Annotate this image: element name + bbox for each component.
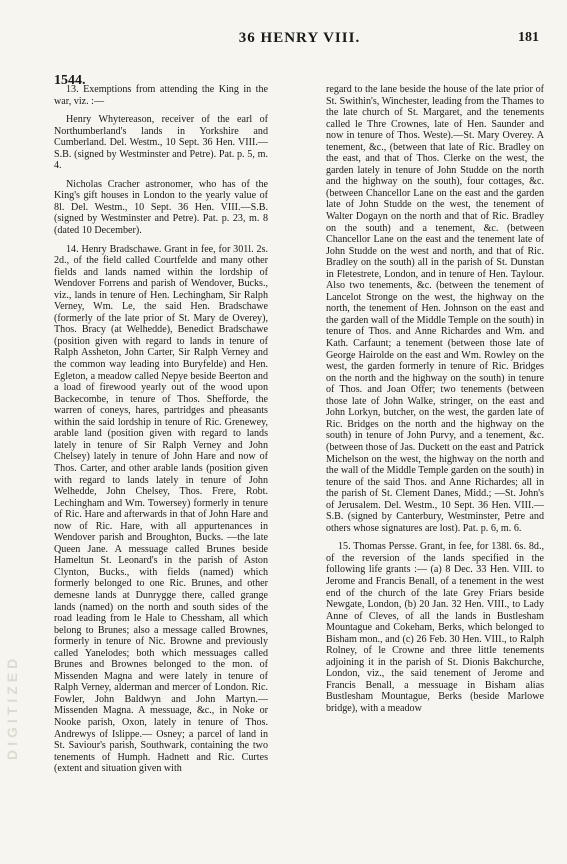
header-title: 36 HENRY VIII. [238, 30, 361, 46]
left-column [54, 84, 268, 782]
year-marker: 1544. [54, 73, 86, 88]
right-column [326, 84, 544, 722]
paragraph-14-bradschawe: 14. Henry Bradschawe. Grant in fee, for 301l. 2s. 2d., of the field called Courtfelde and many other fields and lands named within the lordship of Wendover Forrens and parish of Wendover, Bucks., viz., lands in tenure of Hen. Lechingham, Sir Ralph Verney, Wm. Le, the said Hen. Bradschawe (formerly of the late prior of St. Mary de Overey), Thos. Bracy (at Welhedde), Benedict Bradschawe (position given with regard to lands in tenure of Ralph Assheton, John Carter, Sir Ralph Verney and the common way leading into Buryfelde) and Hen. Egleton, a meadow called Nepye beside Beerton and a load of firewood yearly out of the wood upon Backecombe, in tenure of Thos. Shefforde, the warren of coneys, hares, partridges and pheasants within the said lordship in tenure of Ric. Grenewey, arable land (position given with regard to lands lately in tenure of Sir Ralph Verney and John Chelsey) lately in tenure of John Hare and now of Thos. Carter, and other arable lands (position given with regard to lands lately in tenure of John Welhedde, John Chelsey, Thos. Frere, Robt. Lechingham and Wm. Towersey) formerly in tenure of Ric. Hare and afterwards in that of John Hare and now of Ric. Hare, with all appurtenances in Wendover parish and Broughton, Bucks. —the late Queen Jane. A messuage called Brunes beside Hameltun St. Leonard's in the parish of Aston Clynton, Bucks., with fields (named) which formerly belonged to one Ric. Brunes, and other demesne lands at Dunrygge there, called grange lands (named) on the north and south sides of the road leading from le Hale to Chessham, all which belong to Brunes; also a message called Brownes, formerly in tenure of Nic. Browne and previously called Yanelodes; both which messuages called Brunes and Brownes belonged to the mon. of Missenden Magna and were lately in tenure of Ralph Verney, alderman and mercer of London. Ric. Fowler, John Baldwyn and John Martyn.— Missenden Magna. A messuage, &c., in Noke or Nooke parish, Oxon, lately in tenure of Thos. Andrewys of Islippe.— Osney; a parcel of land in St. Saviour's parish, Southwark, containing the two tenements of Humph. Hadnett and Ric. Curtes (extent and situation given with [54, 243, 268, 775]
paragraph-14-continued: regard to the lane beside the house of the late prior of St. Swithin's, Winchester, leading from the Thames to the late church of St. Margaret, and the tenements called le Thre Crownes, late of Hen. Saunder and now in tenure of Thos. Weste).—St. Mary Overey. A tenement, &c., (between that late of Ric. Bradley on the east, and that of Thos. Clerke on the west, the garden lately in tenure of John Studde on the north and the highway on the south), four cottages, &c. (between Chancellor Lane on the east and the garden late of John Studde on the west, the tenement of Walter Dogayn on the north and that of Ric. Bradley on the south) and a tenement, &c. (between Chancellor Lane on the east and the tenement late of John Studde on the west and north, and that of Ric. Bradley on the south) all in the parish of St. Dunstan in Fletestrete, London, and in tenure of Hen. Taylour. Also two tenements, &c. (between the tenement of Lancelot Stronge on the west, the highway on the north, the tenement of Hen. Johnson on the east and the garden wall of the Middle Temple on the south) in tenure of Thos. and Anne Richardes and Wm. and Kath. Carfaunt; a tenement (between those late of George Hairolde on the east and Wm. Rowley on the west, the garden formerly in tenure of Ric. Bridges on the north and the highway on the south) in tenure of Thos. and Joan Offer; two tenements (between those late of John Walke, stringer, on the east and John Lorkyn, butcher, on the west, the garden late of Ric. Bridges on the north and the highway on the south) in tenure of John Purvy, and a tenement, &c. (between those of Jas. Duckett on the east and Patrick Michelson on the west, the highway on the north and the wall of the Middle Temple garden on the south) in tenure of the said Thos. and Anne Richardes; all in the parish of St. Clement Danes, Midd.; —St. John's of Jerusalem. Del. Westm., 10 Sept. 36 Hen. VIII.—S.B. (signed by Canterbury, Westminster, Petre and others whose signatures are lost). Pat. p. 6, m. 6. [326, 84, 544, 534]
paragraph-cracher: Nicholas Cracher astronomer, who has of the King's gift houses in London to the yearly value of 8l. Del. Westm., 10 Sept. 36 Hen. VIII.—S.B. (signed by Westminster and Petre). Pat. p. 23, m. 8 (dated 10 December). [54, 178, 268, 237]
paragraph-15-persse: 15. Thomas Persse. Grant, in fee, for 138l. 6s. 8d., of the reversion of the lands specified in the following life grants :— (a) 8 Dec. 33 Hen. VIII. to Jerome and Francis Benall, of a tenement in the west end of the church of the late Grey Friars beside Newgate, London, (b) 20 Jan. 32 Hen. VIII., to Lady Anne of Cleves, of all the lands in Bustlesham Mountague and Cokeham, Berks, which belonged to Bisham mon., and (c) 26 Feb. 30 Hen. VIII., to Ralph Rolney, of le Crowne and three little tenements adjoining it in the parish of St. Dionis Bakchurche, London, viz., the said tenement of Jerome and Francis Benall, a messuage in Bisham alias Bustlesham Mountague, Berks (beside Marlowe bridge), with a meadow [326, 541, 544, 714]
paragraph-13-heading: 13. Exemptions from attending the King in the war, viz. :— [54, 84, 268, 107]
library-stamp-watermark: DIGITIZED [4, 654, 20, 760]
paragraph-whytereason: Henry Whytereason, receiver of the earl of Northumberland's lands in Yorkshire and Cumberland. Del. Westm., 10 Sept. 36 Hen. VIII.—S.B. (signed by Westminster and Petre). Pat. p. 5, m. 4. [54, 114, 268, 172]
running-header [60, 30, 539, 52]
page-number: 181 [518, 30, 539, 45]
